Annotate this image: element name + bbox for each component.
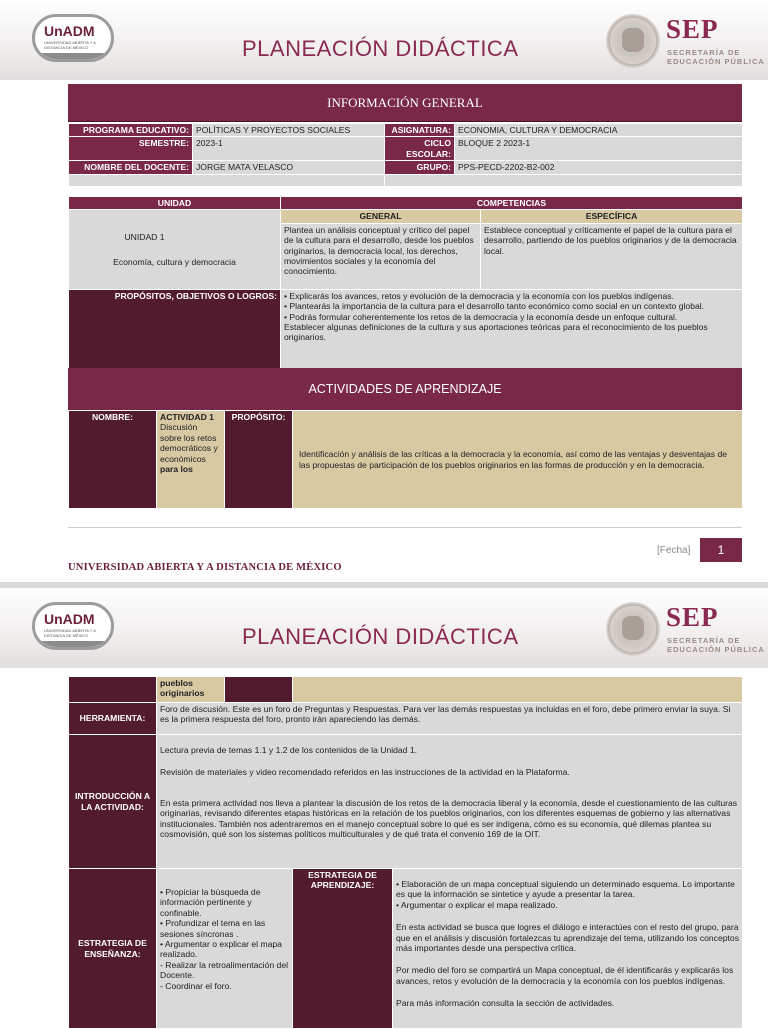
estrategias-table: [68, 868, 743, 1029]
actividad-table: [68, 410, 743, 509]
page-number: 1: [700, 538, 742, 562]
general-header: GENERAL: [281, 210, 481, 223]
aprendizaje-label: ESTRATEGIA DE APRENDIZAJE:: [293, 869, 393, 1029]
university-name: UNIVERSIDAD ABIERTA Y A DISTANCIA DE MÉXICO: [68, 562, 342, 573]
herramienta-label: HERRAMIENTA:: [69, 703, 157, 735]
competencias-header: COMPETENCIAS: [281, 197, 743, 210]
programa-label: PROGRAMA EDUCATIVO:: [69, 124, 193, 137]
general-info-table: [68, 123, 743, 187]
especifica-header: ESPECÍFICA: [481, 210, 743, 223]
sep-logo: SEP SECRETARÍA DE EDUCACIÓN PÚBLICA: [600, 596, 768, 660]
herramienta-table: [68, 702, 743, 869]
page-header: [0, 0, 768, 80]
aprendizaje-value: • Elaboración de un mapa conceptual siguiendo un determinado esquema. Lo importante es que la información se sintetice y ayude a presentar la tarea. • Argumentar o explicar el mapa realizado. En esta actividad se busca que logres el diálogo e interactúes con el resto del grupo, para que en el análisis y discusión fortalezcas tu aprendizaje del tema, utilizando los conceptos más importantes desde una perspectiva crítica. Por medio del foro se compartirá un Mapa conceptual, de él identificarás y explicarás los avances, retos y evolución de la democracia y la economía con los pueblos indígenas. Para más información consulta la sección de actividades.: [393, 869, 743, 1029]
propositos-label: PROPÓSITOS, OBJETIVOS O LOGROS:: [69, 289, 281, 369]
nombre-label: NOMBRE:: [69, 411, 157, 509]
fecha-placeholder: [Fecha]: [657, 545, 691, 556]
page-2: [0, 588, 768, 1024]
semestre-value: 2023-1: [193, 137, 385, 161]
docente-label: NOMBRE DEL DOCENTE:: [69, 161, 193, 174]
propositos-value: • Explicarás los avances, retos y evolución de la democracia y la economía con los pueblos indígenas. • Plantearás la importancia de la cultura para el desarrollo tanto económico como social en un contexto global. • Podrás formular coherentemente los retos de la democracia y la economía desde un enfoque cultural. Establecer algunas definiciones de la cultura y sus aportaciones teóricas para el reconocimiento de los pueblos originarios.: [281, 289, 743, 369]
docente-value: JORGE MATA VELASCO: [193, 161, 385, 174]
grupo-value: PPS-PECD-2202-B2-002: [455, 161, 743, 174]
actividades-heading: ACTIVIDADES DE APRENDIZAJE: [68, 368, 742, 410]
herramienta-value: Foro de discusión. Este es un foro de Preguntas y Respuestas. Para ver las demás respuestas ya incluidas en el foro, debe primero enviar la suya. Si es la primera respuesta del foro, pronto irán apareciendo las demás.: [157, 703, 743, 735]
national-seal-icon: [606, 602, 660, 656]
info-general-heading: INFORMACIÓN GENERAL: [68, 84, 742, 122]
sep-logo: SEP SECRETARÍA DE EDUCACIÓN PÚBLICA: [600, 8, 768, 72]
ciclo-label: CICLO ESCOLAR:: [385, 137, 455, 161]
national-seal-icon: [606, 14, 660, 68]
document-title: PLANEACIÓN DIDÁCTICA: [242, 624, 519, 649]
unidad-header: UNIDAD: [69, 197, 281, 210]
actividad-name: ACTIVIDAD 1 Discusión sobre los retos democráticos y económicos para los: [157, 411, 225, 509]
proposito-label: PROPÓSITO:: [225, 411, 293, 509]
intro-label: INTRODUCCIÓN A LA ACTIVIDAD:: [69, 735, 157, 869]
competencia-general: Plantea un análisis conceptual y crítico del papel de la cultura para el desarrollo, desde los pueblos originarios, la democracia local, los derechos, movimientos sociales y la economía del conocimiento.: [281, 223, 481, 289]
unidad-table: [68, 196, 743, 370]
proposito-value: Identificación y análisis de las críticas a la democracia y la economía, así como de las ventajas y desventajas de las propuestas de participación de los pueblos originarios en las formas de producción y en la democracia.: [293, 411, 743, 509]
document-title: PLANEACIÓN DIDÁCTICA: [242, 36, 519, 61]
grupo-label: GRUPO:: [385, 161, 455, 174]
ciclo-value: BLOQUE 2 2023-1: [455, 137, 743, 161]
actividad-name-cont: pueblos originarios: [157, 677, 225, 703]
asignatura-label: ASIGNATURA:: [385, 124, 455, 137]
programa-value: POLÍTICAS Y PROYECTOS SOCIALES: [193, 124, 385, 137]
unidad-cell: UNIDAD 1 Economía, cultura y democracia: [69, 210, 281, 289]
competencia-especifica: Establece conceptual y críticamente el papel de la cultura para el desarrollo, partiendo de los pueblos originarios y de la democracia local.: [481, 223, 743, 289]
intro-value: Lectura previa de temas 1.1 y 1.2 de los contenidos de la Unidad 1. Revisión de materiales y video recomendado referidos en las instrucciones de la actividad en la Plataforma. En esta primera actividad nos lleva a plantear la discusión de los retos de la democracia liberal y la economía, desde el cuestionamiento de las culturas originarias, revisando diferentes etapas históricas en la relación de los pueblos originarios, con los diferentes esquemas de gobierno y las alternativas institucionales. También nos adentraremos en el manejo conceptual sobre lo qué es ser indígena, cómo es su economía, qué dilemas plantea su cosmovisión, qué son los sistemas políticos multiculturales y de qué trata el convenio 169 de la OIT.: [157, 735, 743, 869]
ensenanza-label: ESTRATEGIA DE ENSEÑANZA:: [69, 869, 157, 1029]
asignatura-value: ECONOMIA, CULTURA Y DEMOCRACIA: [455, 124, 743, 137]
ensenanza-value: • Propiciar la búsqueda de información pertinente y confinable. • Profundizar el tema en las sesiones síncronas . • Argumentar o explicar el mapa realizado. - Realizar la retroalimentación del Docente. - Coordinar el foro.: [157, 869, 293, 1029]
semestre-label: SEMESTRE:: [69, 137, 193, 161]
page-header-2: [0, 588, 768, 668]
unadm-logo: UnADM UNIVERSIDAD ABIERTA Y A DISTANCIA DE MÉXICO: [32, 14, 114, 62]
actividad-table-continued: [68, 676, 743, 703]
unadm-logo: UnADM UNIVERSIDAD ABIERTA Y A DISTANCIA DE MÉXICO: [32, 602, 114, 650]
